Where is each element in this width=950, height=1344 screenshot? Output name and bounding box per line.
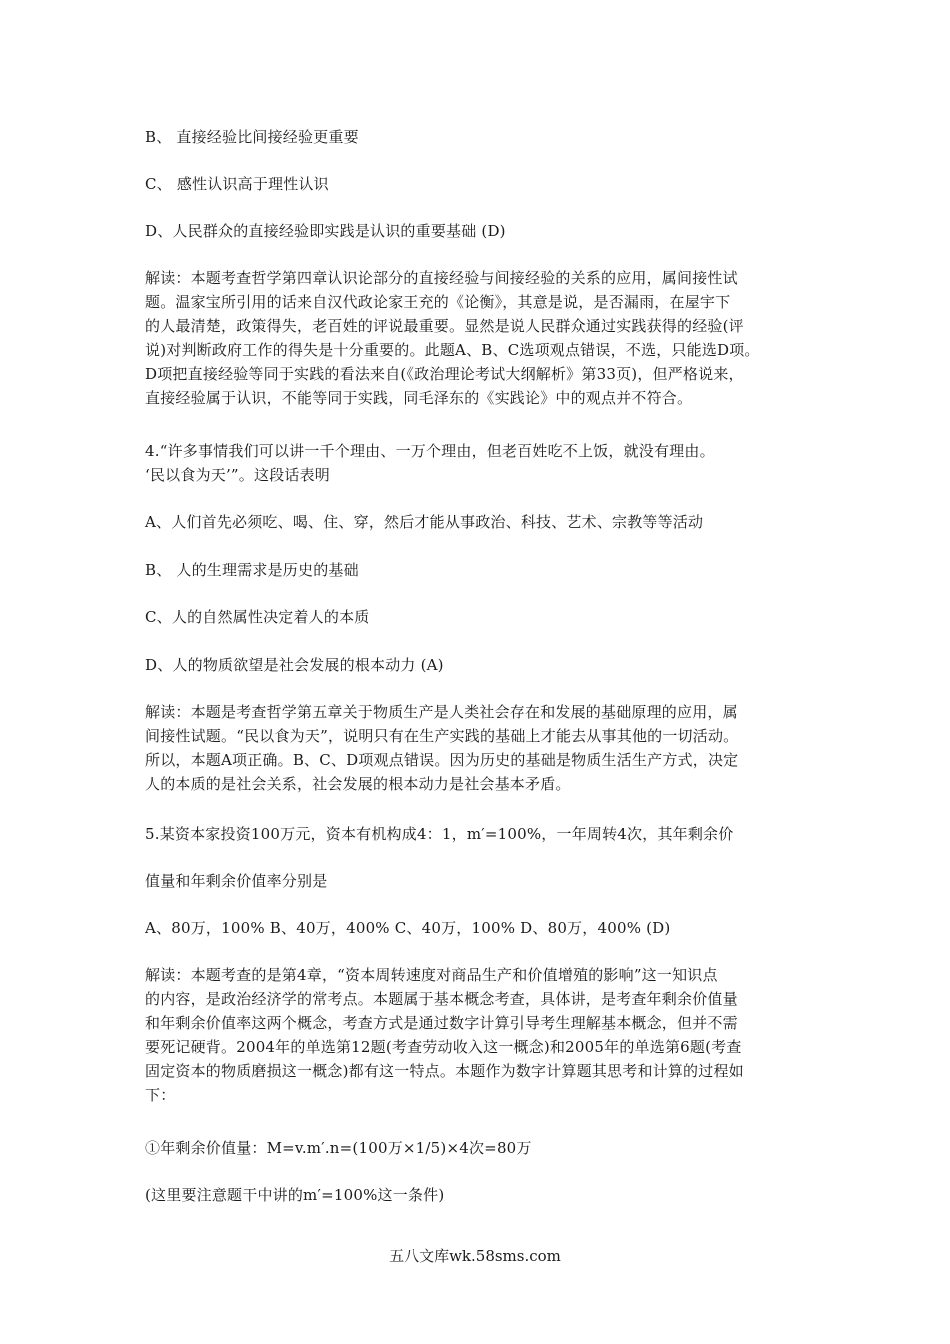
q4-option-d: D、人的物质欲望是社会发展的根本动力 (A) [145, 656, 444, 674]
q5-calc-line: ①年剩余价值量：M=v.m′.n=(100万×1/5)×4次=80万 [145, 1139, 532, 1157]
q5-analysis-line: 要死记硬背。2004年的单选第12题(考查劳动收入这一概念)和2005年的单选第6题(考查 [145, 1038, 742, 1056]
q3-option-c: C、 感性认识高于理性认识 [145, 175, 329, 193]
q5-stem-line: 5.某资本家投资100万元，资本有机构成4：1，m′=100%，一年周转4次，其年剩余价 [145, 825, 734, 843]
q4-option-c: C、人的自然属性决定着人的本质 [145, 608, 370, 626]
q5-analysis-line: 解读：本题考查的是第4章，“资本周转速度对商品生产和价值增殖的影响”这一知识点 [145, 966, 718, 984]
q4-analysis-line: 所以，本题A项正确。B、C、D项观点错误。因为历史的基础是物质生活生产方式，决定 [145, 751, 739, 769]
q4-analysis-line: 间接性试题。“民以食为天”，说明只有在生产实践的基础上才能去从事其他的一切活动。 [145, 727, 739, 745]
q4-option-b: B、 人的生理需求是历史的基础 [145, 561, 359, 579]
q3-option-d: D、人民群众的直接经验即实践是认识的重要基础 (D) [145, 222, 506, 240]
q4-stem-line: 4.“许多事情我们可以讲一千个理由、一万个理由，但老百姓吃不上饭，就没有理由。 [145, 442, 715, 460]
q5-options: A、80万，100% B、40万，400% C、40万，100% D、80万，400% (D) [145, 919, 671, 937]
q3-analysis-line: 题。温家宝所引用的话来自汉代政论家王充的《论衡》，其意是说，是否漏雨，在屋宇下 [145, 293, 731, 311]
q3-option-b: B、 直接经验比间接经验更重要 [145, 128, 359, 146]
page-footer-watermark: 五八文库wk.58sms.com [389, 1247, 561, 1265]
q5-stem-line: 值量和年剩余价值率分别是 [145, 872, 328, 890]
q4-stem-line: ‘民以食为天’”。这段话表明 [145, 466, 331, 484]
q3-analysis-line: 的人最清楚，政策得失，老百姓的评说最重要。显然是说人民群众通过实践获得的经验(评 [145, 317, 744, 335]
q4-option-a: A、人们首先必须吃、喝、住、穿，然后才能从事政治、科技、艺术、宗教等等活动 [145, 513, 704, 531]
q5-analysis-line: 的内容，是政治经济学的常考点。本题属于基本概念考查，具体讲，是考查年剩余价值量 [145, 990, 738, 1008]
q5-analysis-line: 下： [145, 1086, 176, 1104]
q5-note-line: (这里要注意题干中讲的m′=100%这一条件) [145, 1186, 445, 1204]
q3-analysis-line: 说)对判断政府工作的得失是十分重要的。此题A、B、C选项观点错误，不选，只能选D项。 [145, 341, 760, 359]
q5-analysis-line: 和年剩余价值率这两个概念，考查方式是通过数字计算引导考生理解基本概念，但并不需 [145, 1014, 738, 1032]
q3-analysis-line: 解读：本题考查哲学第四章认识论部分的直接经验与间接经验的关系的应用，属间接性试 [145, 269, 738, 287]
q4-analysis-line: 解读：本题是考查哲学第五章关于物质生产是人类社会存在和发展的基础原理的应用，属 [145, 703, 738, 721]
q5-analysis-line: 固定资本的物质磨损这一概念)都有这一特点。本题作为数字计算题其思考和计算的过程如 [145, 1062, 744, 1080]
q3-analysis-line: D项把直接经验等同于实践的看法来自(《政治理论考试大纲解析》第33页)，但严格说来， [145, 365, 744, 383]
q4-analysis-line: 人的本质的是社会关系，社会发展的根本动力是社会基本矛盾。 [145, 775, 571, 793]
q3-analysis-line: 直接经验属于认识，不能等同于实践，同毛泽东的《实践论》中的观点并不符合。 [145, 389, 693, 407]
